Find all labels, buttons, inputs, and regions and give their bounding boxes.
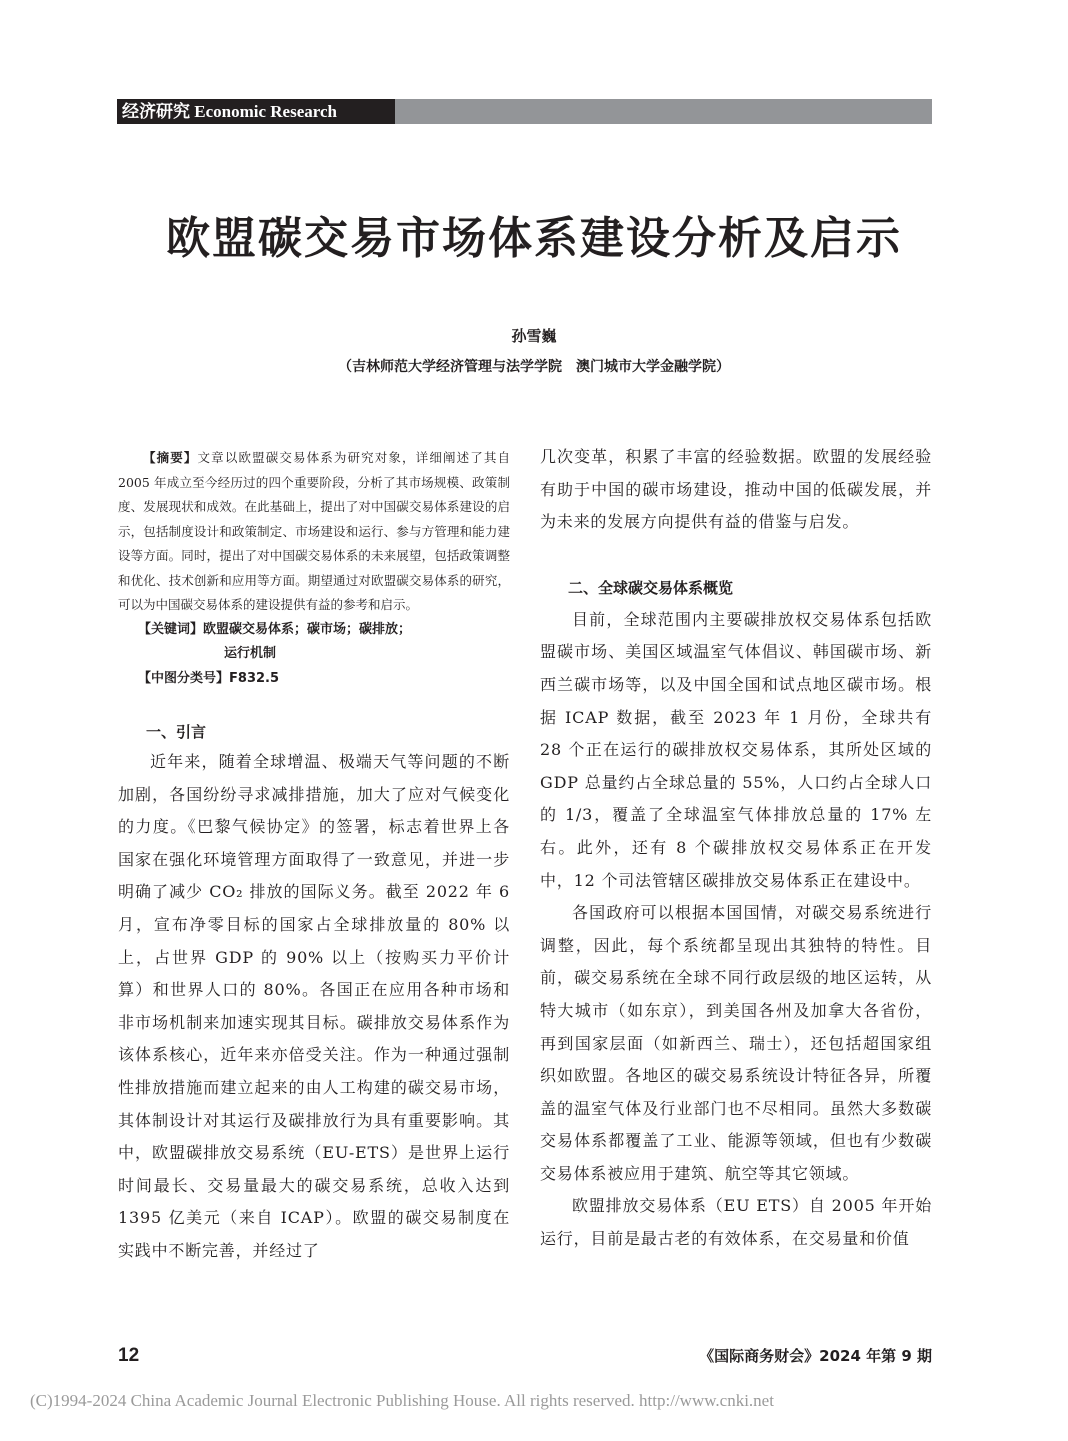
clc-code: F832.5 [229, 670, 280, 686]
abstract-text: 文章以欧盟碳交易体系为研究对象，详细阐述了其自 2005 年成立至今经历过的四个重要阶段，分析了其市场规模、政策制度、发展现状和成效。在此基础上，提出了对中国碳交易体系建设的启示，包括制度设计和政策制定、市场建设和运行、参与方管理和能力建设等方面。同时，提出了对中国碳交易体系的未来展望，包括政策调整和优化、技术创新和应用等方面。期望通过对欧盟碳交易体系的研究，可以为中国碳交易体系的建设提供有益的参考和启示。 [118, 450, 510, 612]
clc-tag: 【中图分类号】 [138, 670, 230, 686]
journal-issue: 《国际商务财会》2024 年第 9 期 [699, 1347, 932, 1365]
section-label: 经济研究 Economic Research [117, 99, 395, 124]
section-heading-overview: 二、全球碳交易体系概览 [568, 578, 734, 597]
keywords-continued: 运行机制 [224, 646, 277, 661]
abstract [118, 446, 510, 618]
keywords-tag: 【关键词】 [138, 621, 204, 637]
copyright-notice: (C)1994-2024 China Academic Journal Electronic Publishing House. All rights reserved. http://www.cnki.net [30, 1391, 774, 1410]
page-number: 12 [118, 1345, 140, 1366]
body-paragraph: 几次变革，积累了丰富的经验数据。欧盟的发展经验有助于中国的碳市场建设，推动中国的低碳发展，并为未来的发展方向提供有益的借鉴与启发。 [540, 447, 932, 532]
author-name: 孙雪巍 [511, 327, 557, 345]
article-title: 欧盟碳交易市场体系建设分析及启示 [166, 213, 902, 264]
body-paragraph: 近年来，随着全球增温、极端天气等问题的不断加剧，各国纷纷寻求减排措施，加大了应对气候变化的力度。《巴黎气候协定》的签署，标志着世界上各国家在强化环境管理方面取得了一致意见，并进一步明确了减少 CO₂ 排放的国际义务。截至 2022 年 6 月，宣布净零目标的国家占全球排放量的 80% 以上，占世界 GDP 的 90% 以上（按购买力平价计算）和世界人口的 80%。各国正在应用各种市场和非市场机制来加速实现其目标。碳排放交易体系作为该体系核心，近年来亦倍受关注。作为一种通过强制性排放措施而建立起来的由人工构建的碳交易市场，其体制设计对其运行及碳排放行为具有重要影响。其中，欧盟碳排放交易系统（EU-ETS）是世界上运行时间最长、交易量最大的碳交易系统，总收入达到 1395 亿美元（来自 ICAP）。欧盟的碳交易制度在实践中不断完善，并经过了 [118, 752, 510, 1260]
classification [118, 667, 510, 692]
body-paragraph: 欧盟排放交易体系（EU ETS）自 2005 年开始运行，目前是最古老的有效体系，在交易量和价值 [540, 1196, 932, 1249]
keywords-text: 欧盟碳交易体系；碳市场；碳排放； [203, 621, 412, 637]
body-paragraph: 各国政府可以根据本国国情，对碳交易系统进行调整，因此，每个系统都呈现出其独特的特性。目前，碳交易系统在全球不同行政层级的地区运转，从特大城市（如东京），到美国各州及加拿大各省份，再到国家层面（如新西兰、瑞士），还包括超国家组织如欧盟。各地区的碳交易系统设计特征各异，所覆盖的温室气体及行业部门也不尽相同。虽然大多数碳交易体系都覆盖了工业、能源等领域，但也有少数碳交易体系被应用于建筑、航空等其它领域。 [540, 903, 932, 1183]
body-paragraph: 目前，全球范围内主要碳排放权交易体系包括欧盟碳市场、美国区域温室气体倡议、韩国碳市场、新西兰碳市场等，以及中国全国和试点地区碳市场。根据 ICAP 数据，截至 2023 年 1 月份，全球共有 28 个正在运行的碳排放权交易体系，其所处区域的 GDP 总量约占全球总量的 55%，人口约占全球人口的 1/3，覆盖了全球温室气体排放总量的 17% 左右。此外，还有 8 个碳排放权交易体系正在开发中，12 个司法管辖区碳排放交易体系正在建设中。 [540, 609, 932, 890]
author-affiliation: （吉林师范大学经济管理与法学学院 澳门城市大学金融学院） [338, 359, 730, 375]
right-column [540, 441, 932, 1256]
keywords [118, 618, 510, 643]
section-heading-intro: 一、引言 [146, 723, 207, 741]
abstract-tag: 【摘要】 [143, 450, 198, 465]
left-column [118, 446, 510, 1268]
